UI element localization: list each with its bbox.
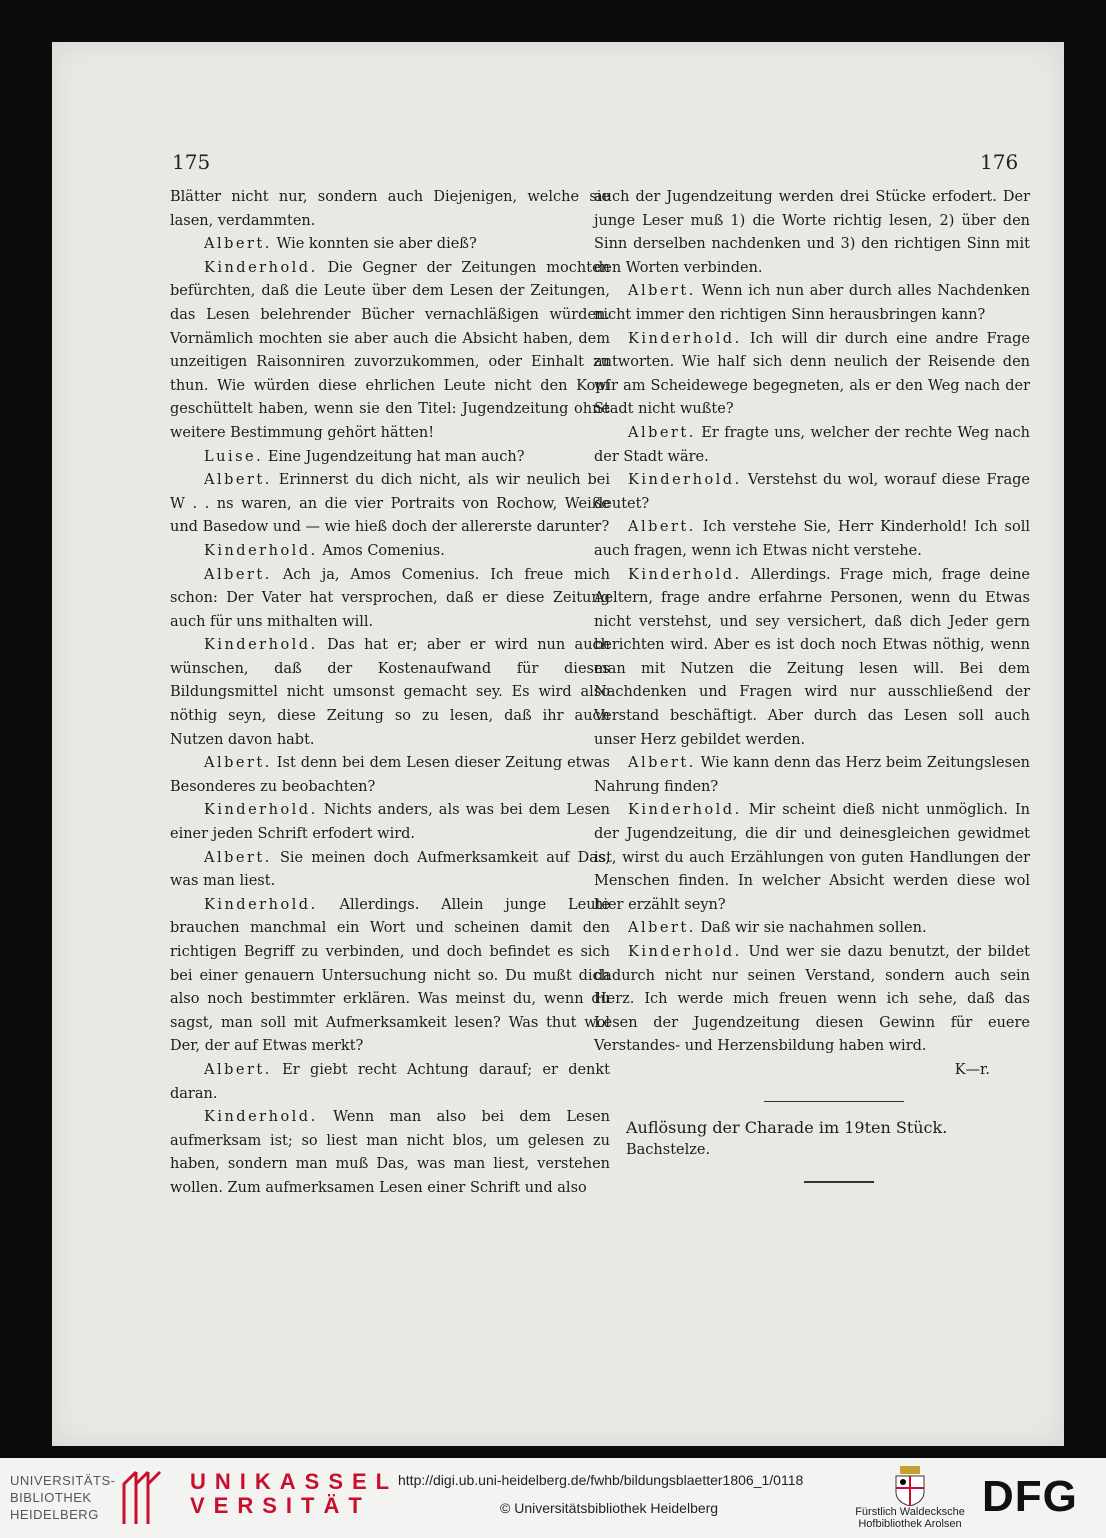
kassel-logo-icon [122, 1470, 184, 1526]
paragraph [170, 1059, 610, 1106]
paragraph-text: Die Gegner der Zeitungen mochten befürchten, daß die Leute über dem Lesen der Zeitungen, das Lesen belehrender Bücher vernachläßigen würden. Vornämlich mochten sie aber auch die Absicht haben, dem unzeitigen Raisonniren zuvorzukommen, oder Einhalt zu thun. Wie würden diese ehrlichen Leute nicht den Kopf geschüttelt haben, wenn sie den Titel: Jugendzeitung ohne weitere Bestimmung gehört hätten! [170, 259, 610, 441]
right-paragraphs [594, 186, 1030, 1059]
page-number-left: 175 [172, 150, 211, 174]
speaker-name: Kinderhold. [204, 637, 318, 654]
speaker-name: Albert. [204, 755, 272, 772]
speaker-name: Albert. [628, 283, 696, 300]
signature: K—r. [954, 1061, 990, 1078]
speaker-name: Kinderhold. [204, 1109, 318, 1126]
paragraph-text: Ich verstehe Sie, Herr Kinderhold! Ich soll auch fragen, wenn ich Etwas nicht verstehe. [594, 519, 1031, 559]
paragraph-text: Amos Comenius. [322, 542, 445, 559]
kassel-logo-text [190, 1470, 398, 1518]
paragraph [170, 446, 610, 470]
paragraph [170, 634, 610, 752]
section-heading: Auflösung der Charade im 19ten Stück. [626, 1117, 948, 1137]
arolsen-line-2: Hofbibliothek Arolsen [858, 1518, 962, 1530]
speaker-name: Albert. [628, 755, 696, 772]
paragraph [594, 280, 1030, 327]
paragraph [170, 540, 610, 564]
paragraph-text: Ich will dir durch eine andre Frage antworten. Wie half sich denn neulich der Reisende den wir am Scheidewege begegneten, als er den Weg nach der Stadt nicht wußte? [594, 330, 1030, 418]
speaker-name: Albert. [628, 424, 696, 441]
paragraph [170, 257, 610, 446]
speaker-name: Albert. [628, 920, 696, 937]
paragraph-text: Wie kann denn das Herz beim Zeitungslesen Nahrung finden? [594, 755, 1031, 795]
speaker-name: Kinderhold. [628, 566, 742, 583]
heidelberg-logo-text [10, 1472, 115, 1523]
speaker-name: Luise. [204, 448, 264, 465]
paragraph-text: Er giebt recht Achtung darauf; er denkt daran. [170, 1061, 611, 1102]
paragraph-text: Wenn man also bei dem Lesen aufmerksam ist; so liest man nicht blos, um gelesen zu haben, sondern man muß Das, was man liest, verstehen wollen. Zum aufmerksamen Lesen einer Schrift und also [170, 1109, 610, 1196]
paragraph [594, 328, 1030, 422]
speaker-name: Albert. [204, 566, 272, 583]
paragraph [170, 186, 610, 233]
speaker-name: Kinderhold. [628, 944, 742, 960]
speaker-name: Albert. [204, 472, 272, 489]
paragraph [594, 917, 1030, 941]
paragraph [170, 847, 610, 894]
paragraph [170, 469, 610, 540]
speaker-name: Kinderhold. [204, 542, 318, 559]
paragraph-text: Blätter nicht nur, sondern auch Diejenigen, welche sie lasen, verdammten. [170, 189, 610, 229]
right-column [594, 186, 1030, 1197]
paragraph-text: Mir scheint dieß nicht unmöglich. In der Jugendzeitung, die dir und deinesgleichen gewidmet ist, wirst du auch Erzählungen von guten Handlungen der Menschen finden. In welcher Absicht werden diese wol hier erzählt seyn? [594, 802, 1031, 913]
speaker-name: Kinderhold. [628, 330, 742, 347]
heidelberg-line-3: HEIDELBERG [10, 1507, 99, 1522]
permalink-url[interactable]: http://digi.ub.uni-heidelberg.de/fwhb/bildungsblaetter1806_1/0118 [398, 1472, 804, 1488]
paragraph-text: Und wer sie dazu benutzt, der bildet dadurch nicht nur seinen Verstand, sondern auch sein Herz. Ich werde mich freuen wenn ich sehe, daß das Lesen der Jugendzeitung diesen Gewinn für euere Verstandes- und Herzensbildung haben wird. [594, 944, 1030, 1055]
left-paragraphs [170, 186, 610, 1201]
paragraph-text: Ist denn bei dem Lesen dieser Zeitung etwas Besonderes zu beobachten? [170, 755, 610, 795]
paragraph-text: auch der Jugendzeitung werden drei Stücke erfodert. Der junge Leser muß 1) die Worte richtig lesen, 2) über den Sinn derselben nachdenken und 3) den richtigen Sinn mit den Worten verbinden. [594, 189, 1030, 276]
charade-solution: Bachstelze. [626, 1142, 711, 1159]
paragraph-text: Erinnerst du dich nicht, als wir neulich bei W . . ns waren, an die vier Portraits von Rochow, Weiße und Basedow und — wie hieß doch der allererste darunter? [170, 472, 610, 536]
paragraph [170, 564, 610, 635]
paragraph-text: Sie meinen doch Aufmerksamkeit auf Das, was man liest. [170, 849, 610, 890]
kassel-line-2: VERSITÄT [190, 1493, 371, 1518]
speaker-name: Albert. [204, 236, 272, 253]
divider-rule [764, 1101, 904, 1102]
paragraph [594, 186, 1030, 280]
speaker-name: Kinderhold. [628, 802, 742, 819]
speaker-name: Albert. [628, 519, 696, 536]
paragraph [170, 799, 610, 846]
speaker-name: Kinderhold. [204, 259, 318, 276]
paragraph-text: Wie konnten sie aber dieß? [276, 236, 477, 253]
paragraph [594, 752, 1030, 799]
paragraph [170, 752, 610, 799]
speaker-name: Albert. [204, 849, 272, 866]
left-column [170, 186, 610, 1201]
paragraph-text: Daß wir sie nachahmen sollen. [700, 920, 927, 937]
crest-icon [892, 1466, 928, 1506]
paragraph [594, 516, 1030, 563]
paragraph-text: Wenn ich nun aber durch alles Nachdenken nicht immer den richtigen Sinn herausbringen kann? [594, 283, 1031, 323]
arolsen-line-1: Fürstlich Waldecksche [855, 1506, 965, 1518]
paragraph [594, 422, 1030, 469]
heidelberg-line-1: UNIVERSITÄTS- [10, 1473, 116, 1488]
arolsen-text [852, 1506, 968, 1530]
paragraph-text: Verstehst du wol, worauf diese Frage deutet? [594, 472, 1031, 512]
speaker-name: Kinderhold. [204, 896, 318, 913]
heidelberg-line-2: BIBLIOTHEK [10, 1490, 92, 1505]
paragraph [170, 233, 610, 257]
kassel-line-1: UNIKASSEL [190, 1469, 399, 1494]
paragraph-text: Allerdings. Frage mich, frage deine Aeltern, frage andre erfahrne Personen, wenn du Etwas nicht verstehst, und sey versichert, daß dich Jeder gern berichten wird. Aber es ist doch noch Etwas nöthig, wenn man mit Nutzen die Zeitung lesen will. Bei dem Nachdenken und Fragen wird nur ausschließend der Verstand beschäftigt. Aber durch das Lesen soll auch unser Herz gebildet werden. [594, 566, 1031, 748]
footer-bar [0, 1458, 1106, 1538]
copyright-notice: © Universitätsbibliothek Heidelberg [500, 1500, 719, 1516]
paragraph [594, 564, 1030, 753]
paragraph-text: Er fragte uns, welcher der rechte Weg nach der Stadt wäre. [594, 424, 1030, 465]
paragraph [170, 1106, 610, 1200]
page-number-right: 176 [980, 150, 1019, 174]
paragraph-text: Das hat er; aber er wird nun auch wünschen, daß der Kostenaufwand für dieses Bildungsmittel nicht umsonst gemacht sey. Es wird also nöthig seyn, diese Zeitung so zu lesen, daß ihr auch Nutzen davon habt. [170, 637, 611, 748]
paragraph-text: Ach ja, Amos Comenius. Ich freue mich schon: Der Vater hat versprochen, daß er diese Zeitung auch für uns mithalten will. [170, 566, 610, 630]
paragraph-text: Allerdings. Allein junge Leute brauchen manchmal ein Wort und scheinen damit den richtigen Begriff zu verbinden, und doch befindet es sich bei einer genauern Untersuchung nicht so. Du mußt dich also noch bestimmter erklären. Was meinst du, wenn du sagst, man soll mit Aufmerksamkeit lesen? Was thut wol Der, der auf Etwas merkt? [170, 896, 610, 1055]
end-rule [804, 1181, 874, 1183]
speaker-name: Albert. [204, 1061, 272, 1078]
speaker-name: Kinderhold. [628, 472, 742, 489]
speaker-name: Kinderhold. [204, 802, 318, 819]
paragraph-text: Eine Jugendzeitung hat man auch? [267, 448, 525, 465]
paragraph [594, 799, 1030, 917]
paragraph [170, 894, 610, 1059]
paragraph [594, 941, 1030, 1059]
paragraph [594, 469, 1030, 516]
paragraph-text: Nichts anders, als was bei dem Lesen einer jeden Schrift erfodert wird. [170, 802, 610, 843]
dfg-logo: DFG [982, 1472, 1078, 1521]
